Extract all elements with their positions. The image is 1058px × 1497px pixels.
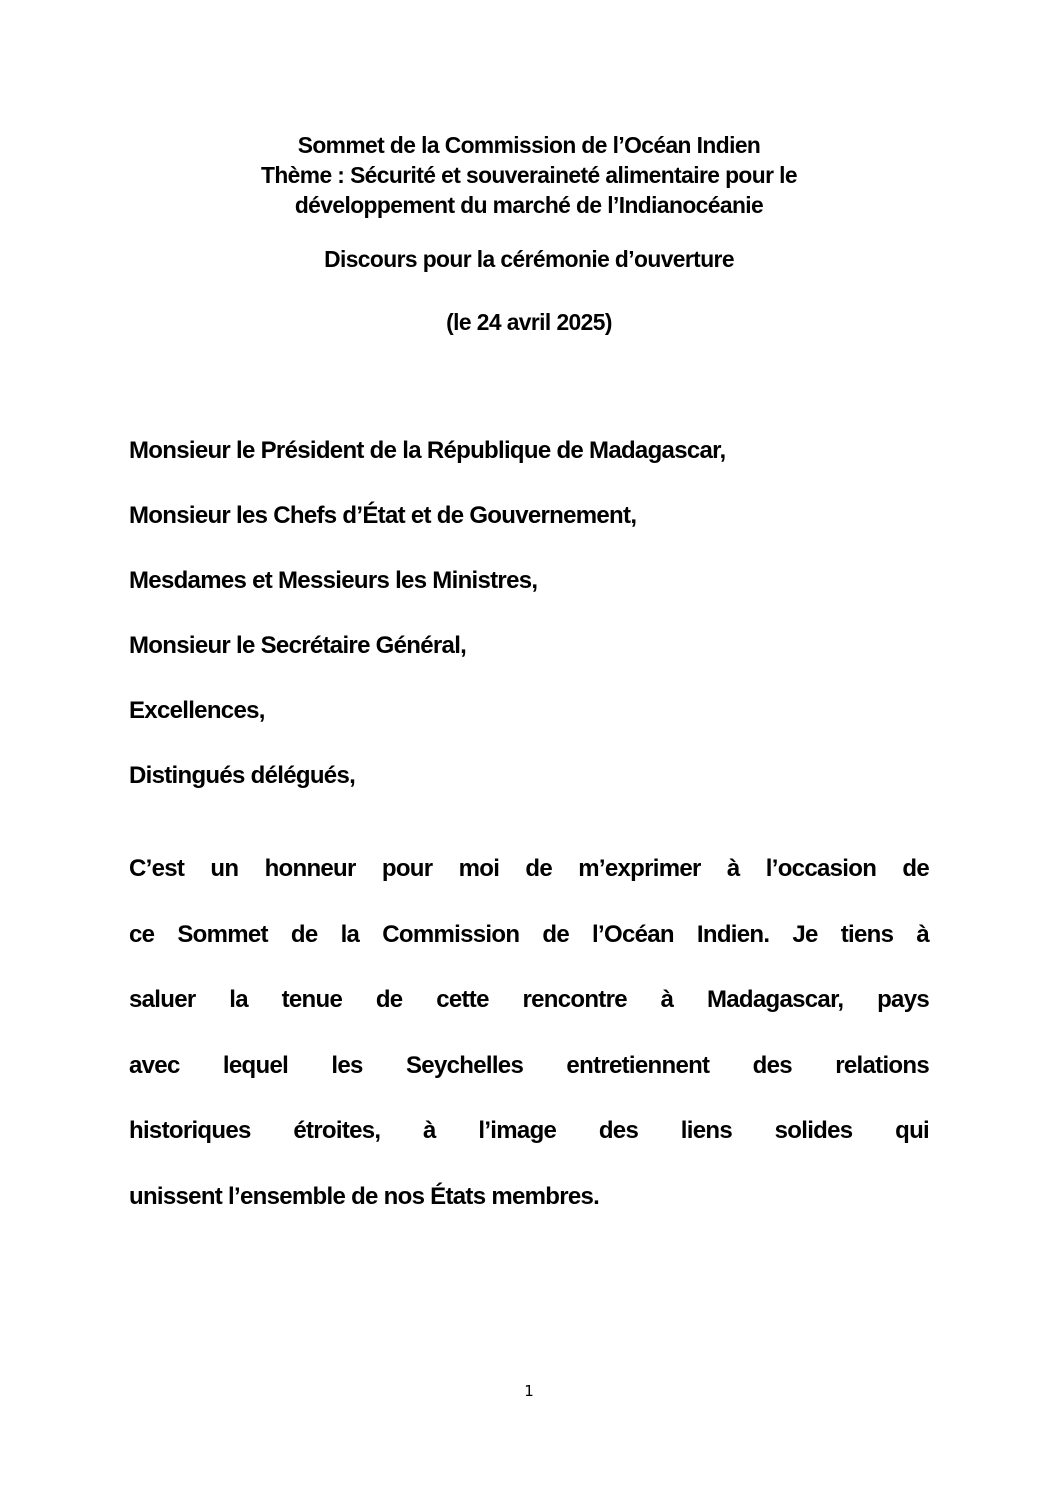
salutation-line: Monsieur le Président de la République de Madagascar, xyxy=(129,437,726,464)
paragraph-line: C’est un honneur pour moi de m’exprimer à l’occasion de xyxy=(129,855,929,882)
salutation-line: Distingués délégués, xyxy=(129,762,356,789)
salutation-line: Mesdames et Messieurs les Ministres, xyxy=(129,567,538,594)
paragraph-line: historiques étroites, à l’image des liens solides qui xyxy=(129,1117,929,1144)
heading-theme-line: Thème : Sécurité et souveraineté alimentaire pour le xyxy=(260,162,798,188)
salutation-line: Monsieur les Chefs d’État et de Gouvernement, xyxy=(129,502,637,529)
salutation-line: Excellences, xyxy=(129,697,265,724)
paragraph-line: unissent l’ensemble de nos États membres. xyxy=(129,1182,600,1210)
document-heading xyxy=(113,130,945,337)
opening-paragraph xyxy=(129,852,929,1245)
heading-subtitle: Discours pour la cérémonie d’ouverture xyxy=(324,246,734,272)
heading-theme-line: développement du marché de l’Indianocéanie xyxy=(294,192,764,218)
paragraph-line: avec lequel les Seychelles entretiennent des relations xyxy=(129,1051,929,1079)
salutations-list xyxy=(129,434,929,824)
heading-date: (le 24 avril 2025) xyxy=(446,309,612,335)
paragraph-line: saluer la tenue de cette rencontre à Madagascar, pays xyxy=(129,986,929,1013)
salutation-line: Monsieur le Secrétaire Général, xyxy=(129,632,467,659)
heading-title-line: Sommet de la Commission de l’Océan Indien xyxy=(297,132,761,158)
page-number: 1 xyxy=(524,1382,534,1400)
paragraph-line: ce Sommet de la Commission de l’Océan Indien. Je tiens à xyxy=(129,920,929,948)
